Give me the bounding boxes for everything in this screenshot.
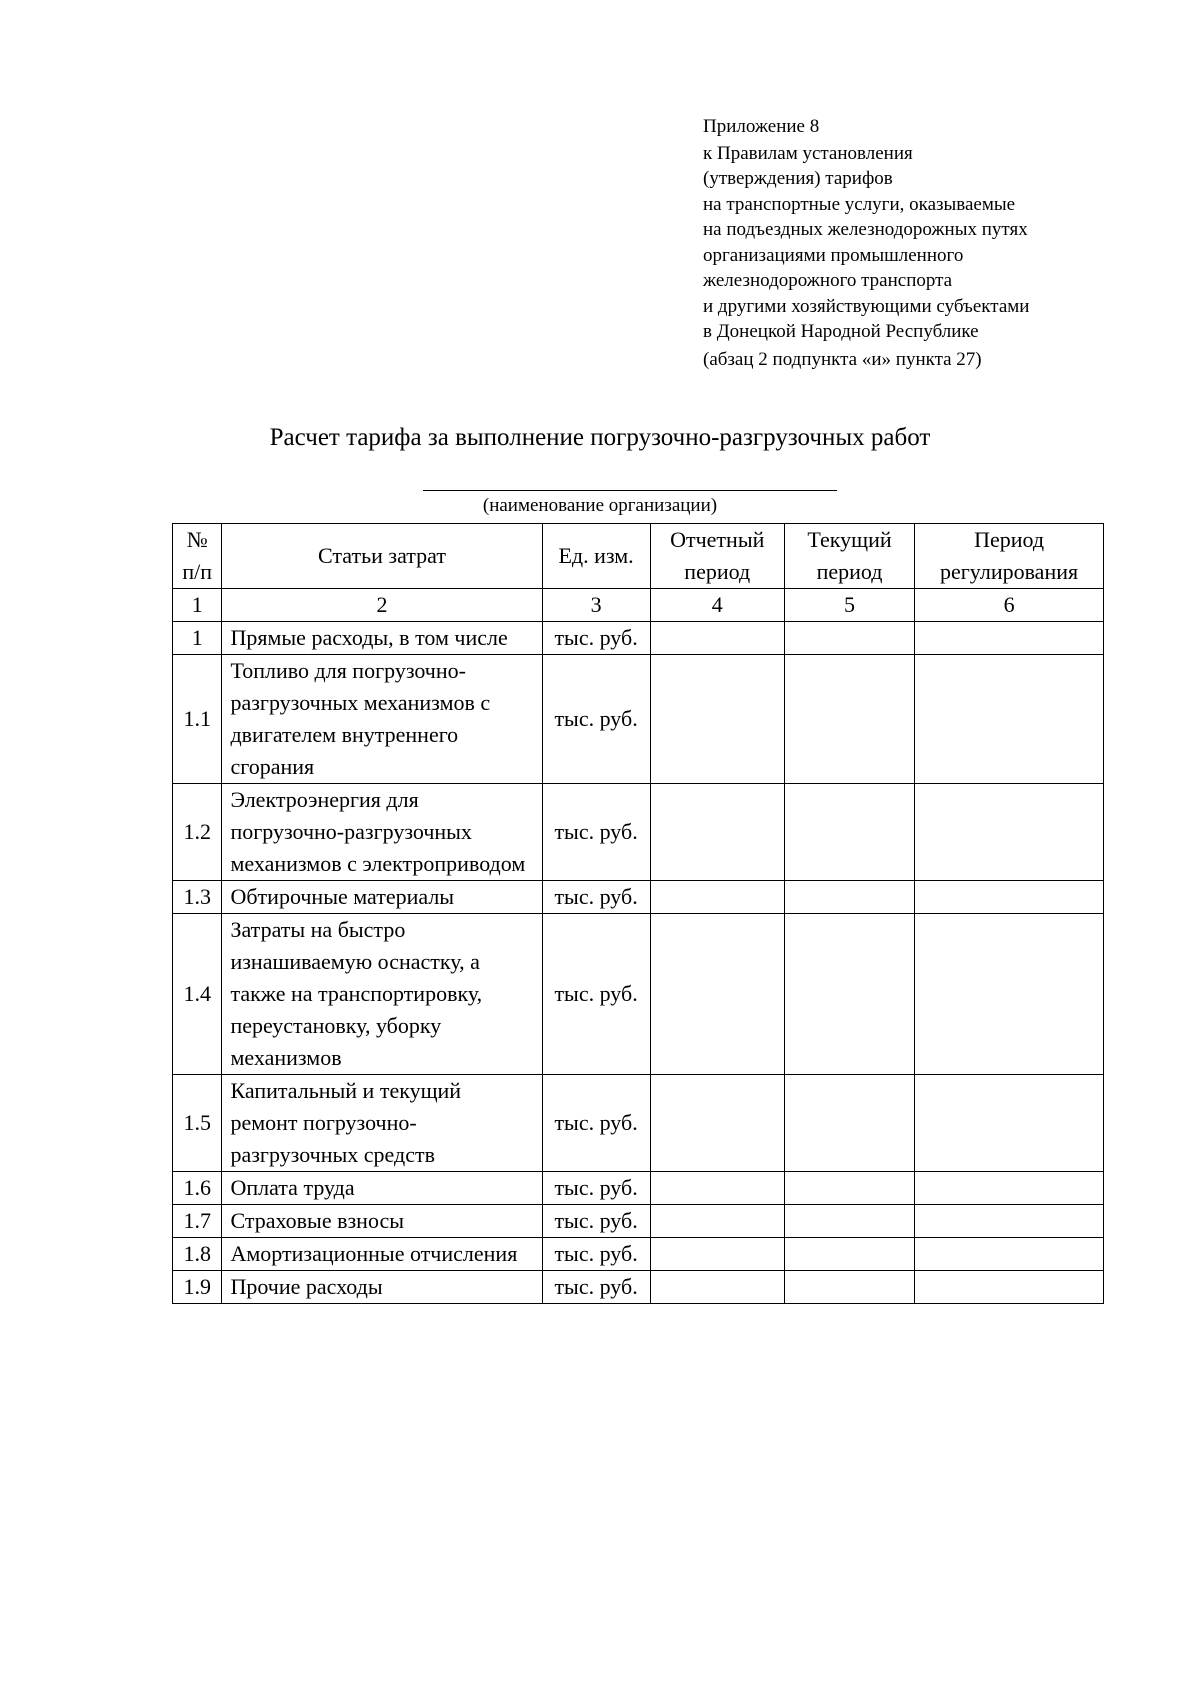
- row-reported-value[interactable]: [650, 1238, 784, 1271]
- header-regulation-line1: Период: [974, 527, 1045, 552]
- row-number: 1: [173, 622, 222, 655]
- document-title: Расчет тарифа за выполнение погрузочно-разгрузочных работ: [269, 424, 931, 451]
- row-number: 1.6: [173, 1172, 222, 1205]
- row-cost-item: Топливо для погрузочно-разгрузочных механизмов с двигателем внутреннего сгорания: [222, 655, 542, 784]
- header-reported-line2: период: [684, 559, 751, 584]
- row-number: 1.7: [173, 1205, 222, 1238]
- header-current-line1: Текущий: [807, 527, 892, 552]
- row-reported-value[interactable]: [650, 784, 784, 881]
- row-reported-value[interactable]: [650, 655, 784, 784]
- row-regulated-value[interactable]: [915, 622, 1104, 655]
- appendix-block: [703, 114, 1123, 372]
- row-number: 1.9: [173, 1271, 222, 1304]
- header-number: [173, 524, 222, 589]
- row-cost-item: Электроэнергия для погрузочно-разгрузочных механизмов с электроприводом: [222, 784, 542, 881]
- row-unit: тыс. руб.: [542, 914, 650, 1075]
- header-current-period: [784, 524, 914, 589]
- appendix-line: в Донецкой Народной Республике: [703, 321, 979, 342]
- row-current-value[interactable]: [784, 1205, 914, 1238]
- row-reported-value[interactable]: [650, 622, 784, 655]
- appendix-line: и другими хозяйствующими субъектами: [703, 295, 1030, 317]
- table-row: [173, 622, 1104, 655]
- header-reported-line1: Отчетный: [670, 527, 765, 552]
- table-row: [173, 655, 1104, 784]
- row-current-value[interactable]: [784, 914, 914, 1075]
- tariff-table-body: [173, 622, 1104, 1304]
- row-regulated-value[interactable]: [915, 1271, 1104, 1304]
- appendix-line: на транспортные услуги, оказываемые: [703, 193, 1016, 215]
- column-number: 1: [173, 589, 222, 622]
- row-current-value[interactable]: [784, 881, 914, 914]
- row-reported-value[interactable]: [650, 881, 784, 914]
- row-cost-item: Оплата труда: [222, 1172, 542, 1205]
- organization-name-field[interactable]: [423, 490, 837, 491]
- row-cost-item: Затраты на быстро изнашиваемую оснастку, а также на транспортировку, переустановку, уборку механизмов: [222, 914, 542, 1075]
- appendix-line: (утверждения) тарифов: [703, 168, 893, 189]
- row-regulated-value[interactable]: [915, 655, 1104, 784]
- row-cost-item: Страховые взносы: [222, 1205, 542, 1238]
- row-reported-value[interactable]: [650, 914, 784, 1075]
- table-row: [173, 1238, 1104, 1271]
- table-row: [173, 914, 1104, 1075]
- row-reported-value[interactable]: [650, 1271, 784, 1304]
- row-regulated-value[interactable]: [915, 914, 1104, 1075]
- row-unit: тыс. руб.: [542, 1271, 650, 1304]
- tariff-table: [172, 523, 1104, 1304]
- row-current-value[interactable]: [784, 622, 914, 655]
- column-number-row: [173, 589, 1104, 622]
- row-current-value[interactable]: [784, 1172, 914, 1205]
- table-row: [173, 1075, 1104, 1172]
- column-number: 2: [222, 589, 542, 622]
- header-number-line2: п/п: [182, 559, 213, 584]
- appendix-line: на подъездных железнодорожных путях: [703, 219, 1028, 240]
- row-unit: тыс. руб.: [542, 881, 650, 914]
- table-row: [173, 881, 1104, 914]
- row-current-value[interactable]: [784, 1271, 914, 1304]
- header-current-line2: период: [816, 559, 883, 584]
- appendix-line: железнодорожного транспорта: [703, 270, 953, 291]
- row-number: 1.8: [173, 1238, 222, 1271]
- row-unit: тыс. руб.: [542, 655, 650, 784]
- row-unit: тыс. руб.: [542, 622, 650, 655]
- header-item: Статьи затрат: [222, 524, 542, 589]
- row-cost-item: Обтирочные материалы: [222, 881, 542, 914]
- header-unit: Ед. изм.: [542, 524, 650, 589]
- header-number-line1: №: [186, 527, 208, 552]
- row-cost-item: Амортизационные отчисления: [222, 1238, 542, 1271]
- row-unit: тыс. руб.: [542, 1238, 650, 1271]
- row-cost-item: Прочие расходы: [222, 1271, 542, 1304]
- row-regulated-value[interactable]: [915, 881, 1104, 914]
- row-reported-value[interactable]: [650, 1075, 784, 1172]
- row-unit: тыс. руб.: [542, 1205, 650, 1238]
- row-unit: тыс. руб.: [542, 1172, 650, 1205]
- column-number: 6: [915, 589, 1104, 622]
- organization-caption: (наименование организации): [482, 495, 718, 516]
- row-number: 1.3: [173, 881, 222, 914]
- row-number: 1.4: [173, 914, 222, 1075]
- row-reported-value[interactable]: [650, 1172, 784, 1205]
- column-number: 4: [650, 589, 784, 622]
- row-number: 1.2: [173, 784, 222, 881]
- table-header-row: [173, 524, 1104, 589]
- row-current-value[interactable]: [784, 1075, 914, 1172]
- row-unit: тыс. руб.: [542, 1075, 650, 1172]
- row-current-value[interactable]: [784, 1238, 914, 1271]
- table-row: [173, 1271, 1104, 1304]
- appendix-reference: (абзац 2 подпункта «и» пункта 27): [703, 348, 982, 370]
- row-number: 1.5: [173, 1075, 222, 1172]
- row-cost-item: Прямые расходы, в том числе: [222, 622, 542, 655]
- table-row: [173, 784, 1104, 881]
- header-regulation-period: [915, 524, 1104, 589]
- row-regulated-value[interactable]: [915, 1238, 1104, 1271]
- row-regulated-value[interactable]: [915, 1172, 1104, 1205]
- row-reported-value[interactable]: [650, 1205, 784, 1238]
- appendix-line: к Правилам установления: [703, 142, 913, 164]
- column-number: 3: [542, 589, 650, 622]
- row-current-value[interactable]: [784, 784, 914, 881]
- table-row: [173, 1205, 1104, 1238]
- row-regulated-value[interactable]: [915, 784, 1104, 881]
- row-current-value[interactable]: [784, 655, 914, 784]
- row-regulated-value[interactable]: [915, 1205, 1104, 1238]
- row-cost-item: Капитальный и текущий ремонт погрузочно-разгрузочных средств: [222, 1075, 542, 1172]
- table-row: [173, 1172, 1104, 1205]
- header-regulation-line2: регулирования: [940, 559, 1079, 584]
- appendix-title: Приложение 8: [703, 116, 820, 137]
- header-reported-period: [650, 524, 784, 589]
- column-number: 5: [784, 589, 914, 622]
- row-regulated-value[interactable]: [915, 1075, 1104, 1172]
- row-number: 1.1: [173, 655, 222, 784]
- row-unit: тыс. руб.: [542, 784, 650, 881]
- appendix-line: организациями промышленного: [703, 244, 964, 266]
